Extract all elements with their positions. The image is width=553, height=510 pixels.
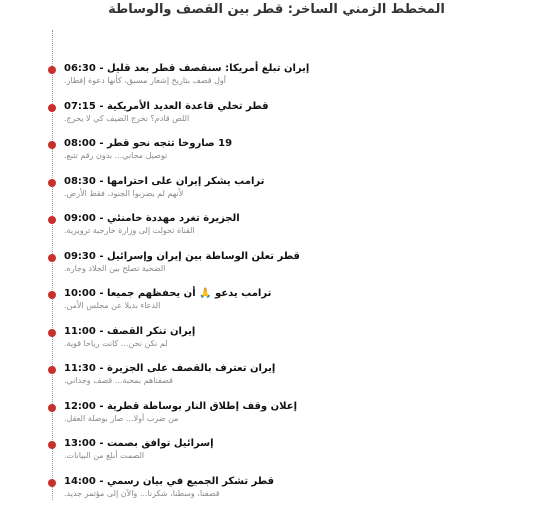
event-headline: إيران تعترف بالقصف على الجزيرة [106, 363, 276, 374]
timeline-event [0, 62, 553, 92]
event-subtitle: الصمت أبلغ من البيانات. [64, 451, 145, 460]
event-headline: قطر تعلن الوساطة بين إيران وإسرائيل [106, 250, 300, 262]
timeline-dot-icon [48, 404, 56, 412]
event-subtitle-row [64, 488, 220, 500]
event-subtitle-row [64, 450, 144, 462]
event-time: 11:00 [64, 325, 96, 337]
event-subtitle-row [64, 375, 173, 387]
event-subtitle: لم نكن نحن... كانت رياحا قوية. [64, 338, 168, 348]
event-subtitle: من ضرب أولا... صار بوصلة العقل. [64, 413, 179, 423]
timeline-event [0, 137, 553, 167]
timeline-dot-icon [48, 66, 56, 74]
event-headline: قطر تشكر الجميع في بيان رسمي [106, 475, 275, 487]
timeline-dot-icon [48, 329, 56, 337]
event-headline: ترامب يشكر إيران على احترامها [106, 175, 265, 187]
timeline-event [0, 250, 553, 280]
timeline-dot-icon [48, 441, 56, 449]
event-subtitle-row [64, 225, 195, 237]
event-heading: 11:30 - إيران تعترف بالقصف على الجزيرة [64, 363, 276, 374]
event-subtitle-row [64, 75, 226, 87]
timeline-dot-icon [48, 291, 56, 299]
event-subtitle-row [64, 113, 189, 125]
event-subtitle-row [64, 413, 178, 425]
event-subtitle: قصفناهم بمحبة... قصف وجداني. [64, 376, 173, 385]
event-heading: 09:30 - قطر تعلن الوساطة بين إيران وإسرائيل [64, 250, 300, 262]
timeline-event [0, 287, 553, 317]
event-headline: قطر تخلي قاعدة العديد الأمريكية [106, 100, 269, 112]
event-subtitle-row [64, 150, 167, 162]
event-subtitle: توصيل مجاني... بدون رقم تتبع. [64, 151, 168, 160]
page-title: المخطط الزمني الساخر: قطر بين القصف والوساطة [108, 2, 445, 17]
event-headline: إعلان وقف إطلاق النار بوساطة قطرية [106, 400, 298, 412]
event-time: 08:30 [64, 175, 96, 187]
event-headline: إيران تبلغ أمريكا: سنقصف قطر بعد قليل [106, 63, 310, 74]
event-heading: 11:00 - إيران تنكر القصف [64, 325, 196, 337]
event-time: 09:00 [64, 213, 96, 224]
timeline-event [0, 400, 553, 430]
timeline-dot-icon [48, 216, 56, 224]
event-time: 12:00 [64, 400, 96, 412]
event-headline: ترامب يدعو 🙏 أن يحفظهم جميعا [106, 288, 272, 299]
timeline-dot-icon [48, 366, 56, 374]
event-heading: 07:15 - قطر تخلي قاعدة العديد الأمريكية [64, 100, 269, 112]
event-subtitle-row [64, 338, 168, 350]
timeline-dot-icon [48, 141, 56, 149]
event-heading: 08:30 - ترامب يشكر إيران على احترامها [64, 175, 265, 187]
timeline-dot-icon [48, 104, 56, 112]
event-heading: 12:00 - إعلان وقف إطلاق النار بوساطة قطرية [64, 400, 298, 412]
event-headline: 19 صاروخا تتجه نحو قطر [106, 138, 233, 149]
event-subtitle: اللص قادم؟ نخرج الضيف كي لا يحرج. [64, 113, 190, 123]
timeline-dot-icon [48, 479, 56, 487]
event-subtitle: الضحية تصلح بين الجلاد وجاره. [64, 263, 166, 273]
event-headline: إيران تنكر القصف [106, 325, 196, 337]
event-subtitle-row [64, 188, 183, 200]
event-subtitle: القناة تحولت إلى وزارة خارجية ترويرية. [64, 226, 195, 235]
event-subtitle: الدعاء بديلا عن مجلس الأمن. [64, 301, 161, 310]
timeline-event [0, 175, 553, 205]
timeline-event [0, 100, 553, 130]
event-time: 08:00 [64, 138, 96, 149]
event-time: 06:30 [64, 63, 96, 74]
event-heading: 09:00 - الجزيرة تغرد مهددة خامنئي [64, 213, 240, 224]
event-time: 11:30 [64, 363, 96, 374]
event-subtitle: لأنهم لم يضربوا الجنود، فقط الأرض. [64, 188, 184, 198]
event-time: 09:30 [64, 250, 96, 262]
event-heading: 13:00 - إسرائيل توافق بصمت [64, 438, 214, 449]
event-time: 14:00 [64, 475, 96, 487]
event-heading: 08:00 - 19 صاروخا تتجه نحو قطر [64, 138, 233, 149]
timeline-event [0, 437, 553, 467]
event-subtitle-row [64, 300, 160, 312]
event-heading: 06:30 - إيران تبلغ أمريكا: سنقصف قطر بعد قليل [64, 63, 310, 74]
event-headline: إسرائيل توافق بصمت [106, 438, 214, 449]
event-heading: 14:00 - قطر تشكر الجميع في بيان رسمي [64, 475, 275, 487]
timeline-dot-icon [48, 254, 56, 262]
timeline-event [0, 475, 553, 505]
timeline-event [0, 325, 553, 355]
timeline-event [0, 362, 553, 392]
event-subtitle: أول قصف بتاريخ إشعار مسبق، كأنها دعوة إفطار. [64, 76, 226, 85]
event-subtitle-row [64, 263, 165, 275]
event-headline: الجزيرة تغرد مهددة خامنئي [106, 213, 240, 224]
event-time: 13:00 [64, 438, 96, 449]
event-subtitle: قصفنا، وسطنا، شكرنا... والآن إلى مؤتمر جديد. [64, 488, 220, 498]
event-time: 07:15 [64, 100, 96, 112]
timeline-event [0, 212, 553, 242]
event-time: 10:00 [64, 288, 96, 299]
event-heading: 10:00 - ترامب يدعو 🙏 أن يحفظهم جميعا [64, 288, 272, 299]
timeline-dot-icon [48, 179, 56, 187]
